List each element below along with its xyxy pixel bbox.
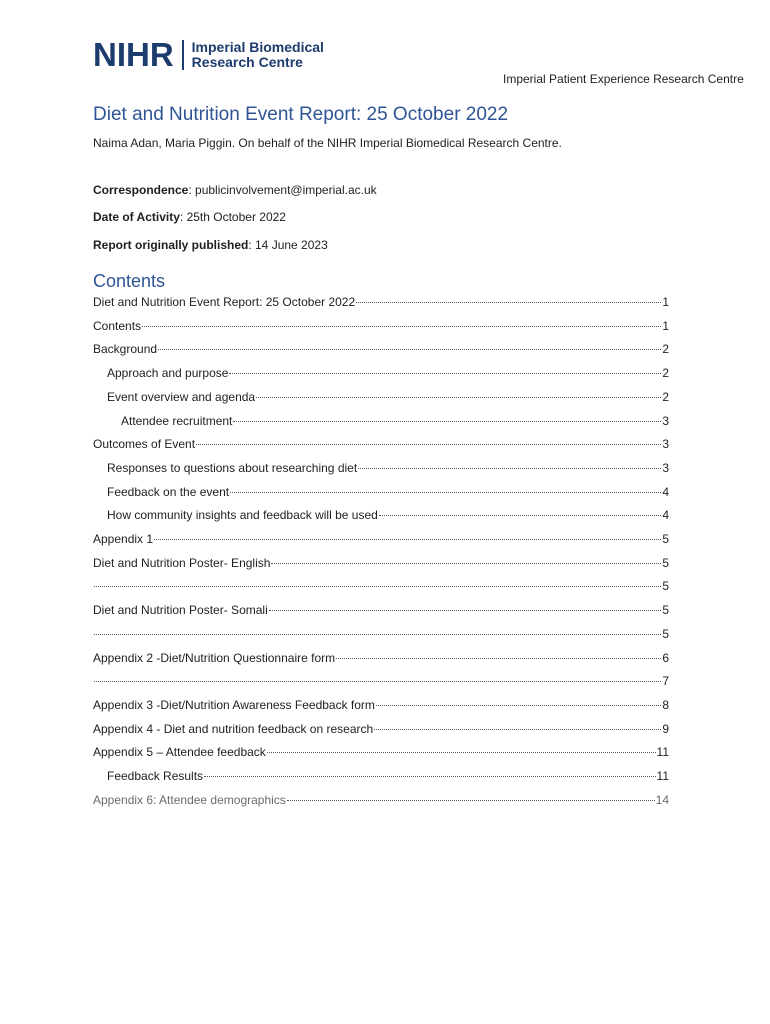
toc-entry-page: 4 [662,508,669,523]
toc-leader-dots [336,658,661,659]
toc-leader-dots [94,586,661,587]
toc-entry[interactable] [93,603,669,619]
toc-entry-page: 9 [662,721,669,736]
date-value: : 25th October 2022 [179,210,286,224]
toc-leader-dots [376,705,661,706]
toc-entry[interactable] [93,532,669,548]
toc-entry[interactable] [107,366,669,382]
toc-entry[interactable] [107,769,669,785]
toc-entry-page: 2 [662,389,669,404]
toc-leader-dots [356,302,661,303]
toc-entry-label: Contents [93,318,142,333]
toc-entry[interactable] [93,437,669,453]
logo-line-2: Research Centre [191,54,303,70]
toc-leader-dots [271,563,661,564]
toc-leader-dots [142,326,661,327]
toc-entry-page: 3 [662,437,669,452]
toc-entry-page: 6 [662,650,669,665]
toc-entry-page: 2 [662,342,669,357]
toc-entry-label: Appendix 6: Attendee demographics [93,792,286,807]
toc-leader-dots [204,776,655,777]
toc-entry[interactable] [93,342,669,358]
toc-entry[interactable] [93,579,669,595]
contents-heading: Contents [93,271,166,291]
toc-entry-page: 5 [662,555,669,570]
toc-entry[interactable] [93,793,669,809]
toc-entry-page: 5 [662,579,669,594]
toc-entry[interactable] [93,698,669,714]
toc-entry[interactable] [107,461,669,477]
toc-entry[interactable] [93,319,669,335]
published-line [93,238,328,252]
toc-entry-page: 2 [662,366,669,381]
toc-entry-page: 1 [662,318,669,333]
toc-entry-label: Outcomes of Event [93,437,196,452]
toc-leader-dots [94,681,661,682]
toc-entry-label: Appendix 5 – Attendee feedback [93,745,266,760]
toc-entry[interactable] [93,627,669,643]
toc-leader-dots [233,421,661,422]
toc-leader-dots [229,373,661,374]
toc-entry-label: Approach and purpose [107,366,229,381]
document-title: Diet and Nutrition Event Report: 25 October 2022 [93,104,509,125]
toc-entry-page: 8 [662,697,669,712]
toc-entry[interactable] [93,745,669,761]
toc-entry-page: 14 [655,792,669,807]
correspondence-line [93,183,377,197]
toc-leader-dots [154,539,661,540]
logo-line-1: Imperial Biomedical [191,39,324,55]
toc-entry-page: 1 [662,295,669,309]
toc-entry[interactable] [107,485,669,501]
toc-entry-label: Feedback on the event [107,484,230,499]
toc-leader-dots [158,349,661,350]
date-line [93,210,286,224]
toc-entry-label: How community insights and feedback will be used [107,508,378,523]
toc-entry-page: 5 [662,603,669,618]
toc-leader-dots [256,397,661,398]
header-organisation: Imperial Patient Experience Research Centre [503,72,744,86]
published-value: : 14 June 2023 [248,238,328,252]
toc-leader-dots [267,752,656,753]
toc-entry-label: Diet and Nutrition Event Report: 25 October 2022 [93,295,356,309]
correspondence-value: : publicinvolvement@imperial.ac.uk [188,183,377,197]
toc-entry-label: Diet and Nutrition Poster- English [93,555,271,570]
toc-leader-dots [94,634,661,635]
logo-mark: NIHR [93,36,174,73]
logo-text [192,40,324,70]
toc-leader-dots [358,468,661,469]
published-label: Report originally published [93,238,249,252]
toc-entry-label: Background [93,342,158,357]
toc-entry-label: Event overview and agenda [107,389,256,404]
toc-leader-dots [374,729,661,730]
toc-entry-page: 3 [662,413,669,428]
toc-entry-label: Responses to questions about researching diet [107,460,358,475]
toc-entry-label: Diet and Nutrition Poster- Somali [93,603,268,618]
toc-entry-page: 11 [656,745,669,760]
toc-leader-dots [379,515,662,516]
toc-entry-label: Appendix 1 [93,532,154,546]
toc-leader-dots [287,800,655,801]
nihr-logo [93,36,324,73]
toc-entry[interactable] [93,651,669,667]
toc-entry-page: 7 [662,674,669,689]
toc-entry-label: Feedback Results [107,769,204,783]
document-authors: Naima Adan, Maria Piggin. On behalf of the NIHR Imperial Biomedical Research Centre. [93,136,562,150]
toc-leader-dots [230,492,661,493]
toc-entry[interactable] [93,674,669,690]
toc-entry[interactable] [93,295,669,311]
toc-entry[interactable] [107,390,669,406]
toc-entry[interactable] [121,414,669,430]
logo-divider [182,40,184,70]
toc-entry-label: Appendix 2 -Diet/Nutrition Questionnaire form [93,650,336,665]
toc-entry-page: 4 [662,484,669,499]
toc-entry-label: Appendix 4 - Diet and nutrition feedback on research [93,721,374,736]
toc-leader-dots [269,610,662,611]
toc-entry-page: 5 [662,532,669,546]
date-label: Date of Activity [93,210,180,224]
toc-entry-page: 3 [662,460,669,475]
toc-entry[interactable] [93,556,669,572]
toc-entry-label: Appendix 3 -Diet/Nutrition Awareness Feedback form [93,697,375,712]
toc-entry-label: Attendee recruitment [121,413,233,428]
toc-entry[interactable] [93,722,669,738]
toc-entry-page: 11 [656,769,669,783]
toc-entry-page: 5 [662,626,669,641]
toc-leader-dots [196,444,661,445]
toc-entry[interactable] [107,508,669,524]
correspondence-label: Correspondence [93,183,189,197]
